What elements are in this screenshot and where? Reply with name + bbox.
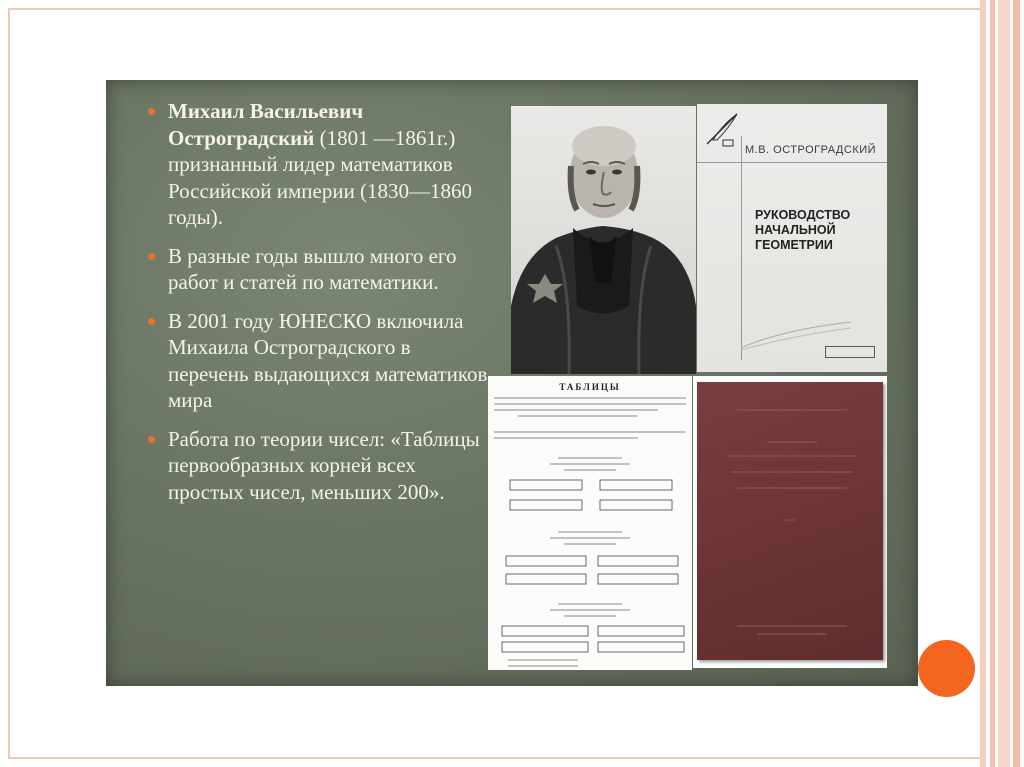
red-book-cover [697, 382, 883, 660]
bullet-item [142, 98, 492, 231]
red-book-embossing [697, 382, 883, 660]
quill-icon [703, 110, 743, 150]
bullet-text: В 2001 году ЮНЕСКО включила Михаила Остроградского в перечень выдающихся математиков мира [168, 308, 488, 412]
person-name: Михаил Васильевич Остроградский [168, 99, 364, 150]
bullet-list [142, 98, 492, 517]
bullet-item [142, 243, 492, 296]
book-author: М.В. ОСТРОГРАДСКИЙ [745, 144, 877, 156]
tables-content [488, 376, 692, 670]
portrait-image [511, 106, 696, 374]
frame-bottom-line [8, 757, 980, 759]
bullet-item [142, 308, 492, 414]
decorative-stripes [980, 0, 1024, 767]
frame-left-line [8, 8, 10, 759]
cover-rule-horizontal [697, 162, 887, 163]
bullet-text: (1801 —1861г.) признанный лидер математиков Российской империи (1830—1860 годы). [168, 125, 473, 229]
book-title: РУКОВОДСТВО НАЧАЛЬНОЙ ГЕОМЕТРИИ [755, 208, 851, 252]
frame-top-line [8, 8, 980, 10]
publisher-logo [825, 346, 875, 358]
bullet-text: В разные годы вышло много его работ и статей по математики. [168, 243, 457, 294]
bullet-item [142, 426, 492, 506]
red-book-image [693, 376, 887, 668]
bullet-text: Работа по теории чисел: «Таблицы первообразных корней всех простых чисел, меньших 200». [168, 426, 480, 504]
portrait-drawing [511, 106, 696, 374]
book-cover-image [697, 104, 887, 372]
tables-page-image [488, 376, 692, 670]
tables-heading: ТАБЛИЦЫ [559, 382, 621, 392]
accent-circle [918, 640, 975, 697]
